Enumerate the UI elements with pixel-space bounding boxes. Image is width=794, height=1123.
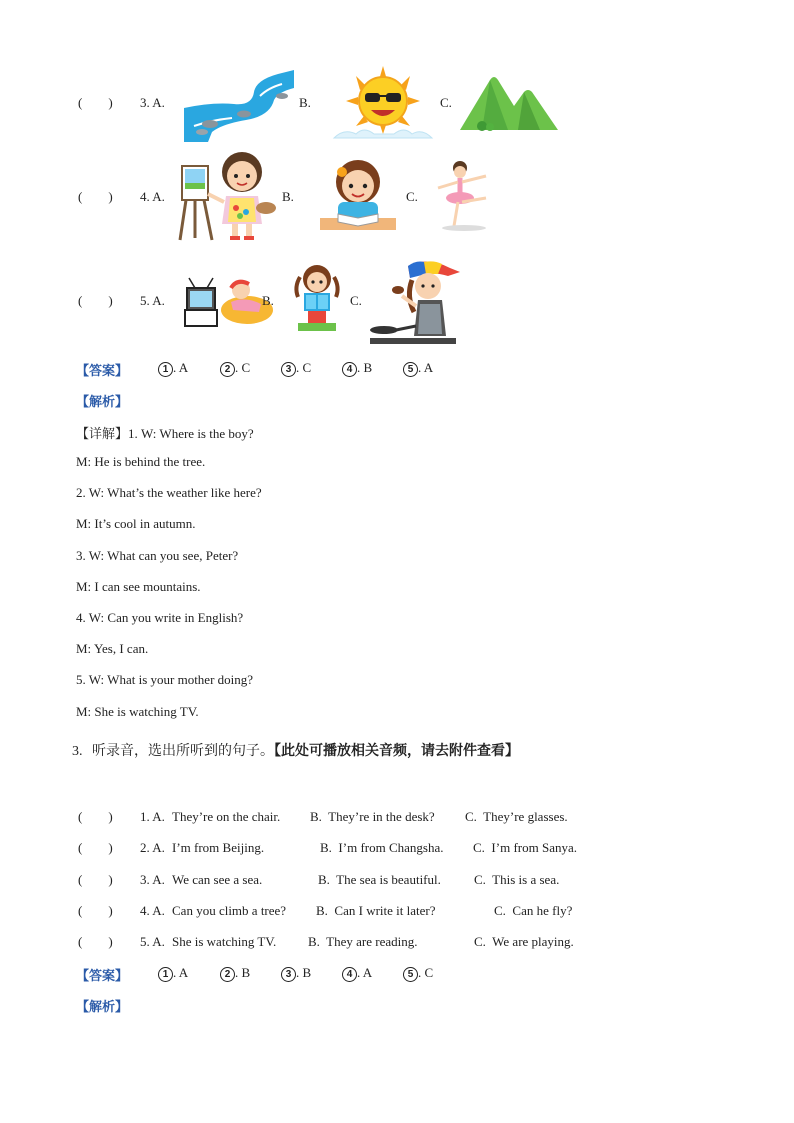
answer-blank[interactable]: ( ): [78, 809, 113, 824]
river-icon: [182, 66, 294, 142]
option-c-label: C.: [406, 189, 418, 204]
option-c: C. This is a sea.: [474, 872, 560, 887]
question-number: 4. A.: [140, 189, 165, 204]
option-a: She is watching TV.: [172, 934, 277, 949]
option-a: I’m from Beijing.: [172, 840, 265, 855]
girl-with-book-icon: [292, 263, 342, 333]
answer-item: 4 . A: [342, 965, 372, 982]
section-heading: 3. 听录音，选出所听到的句子。【此处可播放相关音频，请去附件查看】: [72, 743, 519, 759]
answer-item: 4 . B: [342, 360, 372, 377]
question-number: 3. A.: [140, 95, 165, 110]
option-b: B. I’m from Changsha.: [320, 840, 444, 855]
detail-line: M: He is behind the tree.: [76, 454, 206, 469]
detail-line: M: Yes, I can.: [76, 641, 149, 656]
option-a: Can you climb a tree?: [172, 903, 287, 918]
answer-item: 2 . C: [220, 360, 250, 377]
option-b: B. The sea is beautiful.: [318, 872, 441, 887]
answer-blank[interactable]: ( ): [78, 189, 113, 204]
girl-reading-icon: [320, 156, 396, 232]
option-c: C. I’m from Sanya.: [473, 840, 577, 855]
answer-blank[interactable]: ( ): [78, 872, 113, 887]
answer-item: 5 . C: [403, 965, 433, 982]
answer-item: 1 . A: [158, 965, 188, 982]
option-b-label: B.: [282, 189, 294, 204]
answer-item: 3 . C: [281, 360, 311, 377]
option-a: They’re on the chair.: [172, 809, 281, 824]
ballerina-icon: [430, 158, 494, 232]
question-number: 1. A.: [140, 809, 165, 824]
detail-line: 4. W: Can you write in English?: [76, 610, 244, 625]
analysis-label: 【解析】: [76, 395, 129, 410]
question-number: 4. A.: [140, 903, 165, 918]
analysis-label: 【解析】: [76, 1000, 129, 1015]
option-b-label: B.: [299, 95, 311, 110]
detail-line: M: It’s cool in autumn.: [76, 516, 196, 531]
option-b: B. Can I write it later?: [316, 903, 436, 918]
option-c: C. Can he fly?: [494, 903, 573, 918]
mountains-icon: [460, 70, 558, 132]
answer-blank[interactable]: ( ): [78, 293, 113, 308]
answer-blank[interactable]: ( ): [78, 934, 113, 949]
detail-line: M: I can see mountains.: [76, 579, 201, 594]
option-a: We can see a sea.: [172, 872, 263, 887]
answer-item: 3 . B: [281, 965, 311, 982]
question-number: 2. A.: [140, 840, 165, 855]
option-c-label: C.: [350, 293, 362, 308]
option-c-label: C.: [440, 95, 452, 110]
answer-blank[interactable]: ( ): [78, 95, 113, 110]
question-number: 5. A.: [140, 934, 165, 949]
answer-label: 【答案】: [76, 969, 129, 984]
girl-cooking-icon: [368, 256, 458, 346]
detail-line: M: She is watching TV.: [76, 704, 199, 719]
option-c: C. They’re glasses.: [465, 809, 568, 824]
question-number: 3. A.: [140, 872, 165, 887]
answer-label: 【答案】: [76, 364, 129, 379]
answer-blank[interactable]: ( ): [78, 903, 113, 918]
girl-painting-icon: [176, 150, 280, 242]
question-number: 5. A.: [140, 293, 165, 308]
detail-line: 3. W: What can you see, Peter?: [76, 548, 239, 563]
detail-line: 5. W: What is your mother doing?: [76, 672, 254, 687]
option-c: C. We are playing.: [474, 934, 574, 949]
option-b-label: B.: [262, 293, 274, 308]
answer-blank[interactable]: ( ): [78, 840, 113, 855]
answer-item: 5 . A: [403, 360, 433, 377]
option-b: B. They are reading.: [308, 934, 418, 949]
sun-icon: [334, 66, 432, 142]
detail-line: 2. W: What’s the weather like here?: [76, 485, 262, 500]
answer-item: 2 . B: [220, 965, 250, 982]
answer-item: 1 . A: [158, 360, 188, 377]
detail-line: 【详解】1. W: Where is the boy?: [76, 426, 254, 442]
option-b: B. They’re in the desk?: [310, 809, 435, 824]
